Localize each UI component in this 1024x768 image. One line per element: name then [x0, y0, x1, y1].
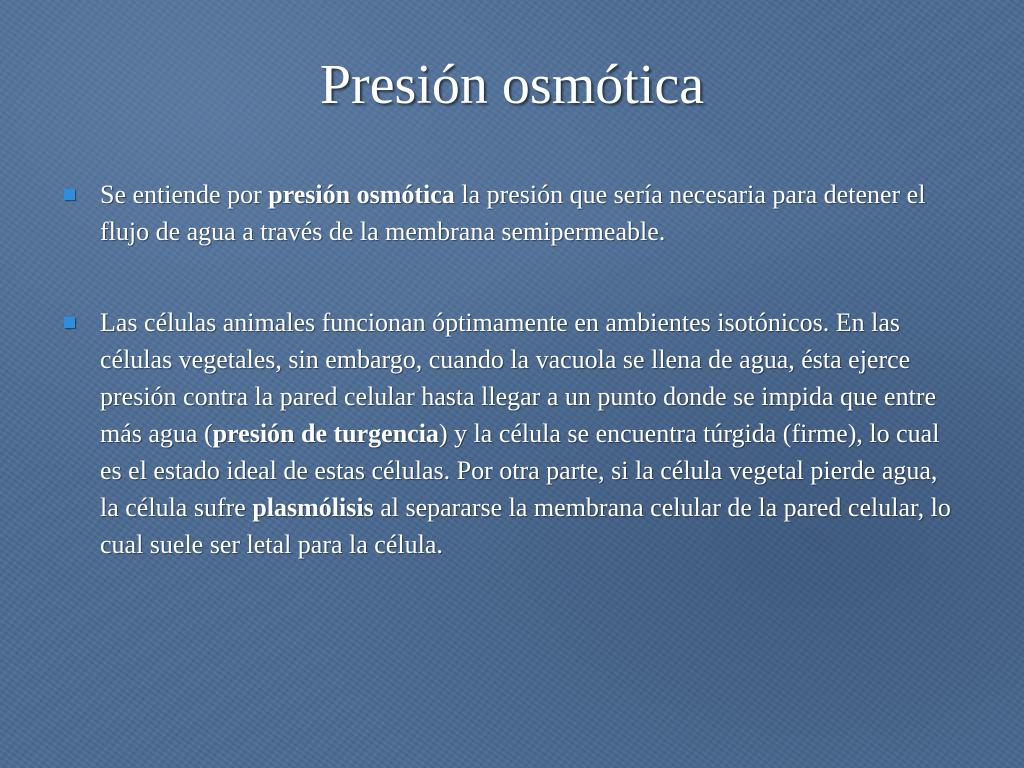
bold-term: plasmólisis [252, 493, 374, 522]
bullet-text-segment: la presión que sería necesaria para detener el flujo de agua a través de la membrana semipermeable. [100, 180, 926, 246]
bullet-text-segment: al separarse la membrana celular de la pared celular, lo cual suele ser letal para la célula. [100, 493, 951, 559]
bullet-item [62, 304, 962, 563]
square-bullet-icon [64, 317, 75, 328]
bullet-text-segment: ) y la célula se encuentra túrgida (firme), lo cual es el estado ideal de estas células. Por otra parte, si la célula vegetal pierde agua, la célula sufre [100, 419, 940, 522]
bullet-list [62, 176, 962, 563]
square-bullet-icon [64, 189, 75, 200]
bold-term: presión de turgencia [212, 419, 439, 448]
bullet-text-segment: Las células animales funcionan óptimamente en ambientes isotónicos. En las células vegetales, sin embargo, cuando la vacuola se llena de agua, ésta ejerce presión contra la pared celular hasta llegar a un punto donde se impida que entre más agua ( [100, 308, 937, 448]
bullet-item [62, 176, 962, 250]
slide-title: Presión osmótica [319, 54, 705, 116]
bold-term: presión osmótica [268, 180, 455, 209]
bullet-text-segment: Se entiende por [100, 180, 269, 209]
bullet-text [100, 180, 925, 246]
bullet-text [100, 308, 951, 559]
